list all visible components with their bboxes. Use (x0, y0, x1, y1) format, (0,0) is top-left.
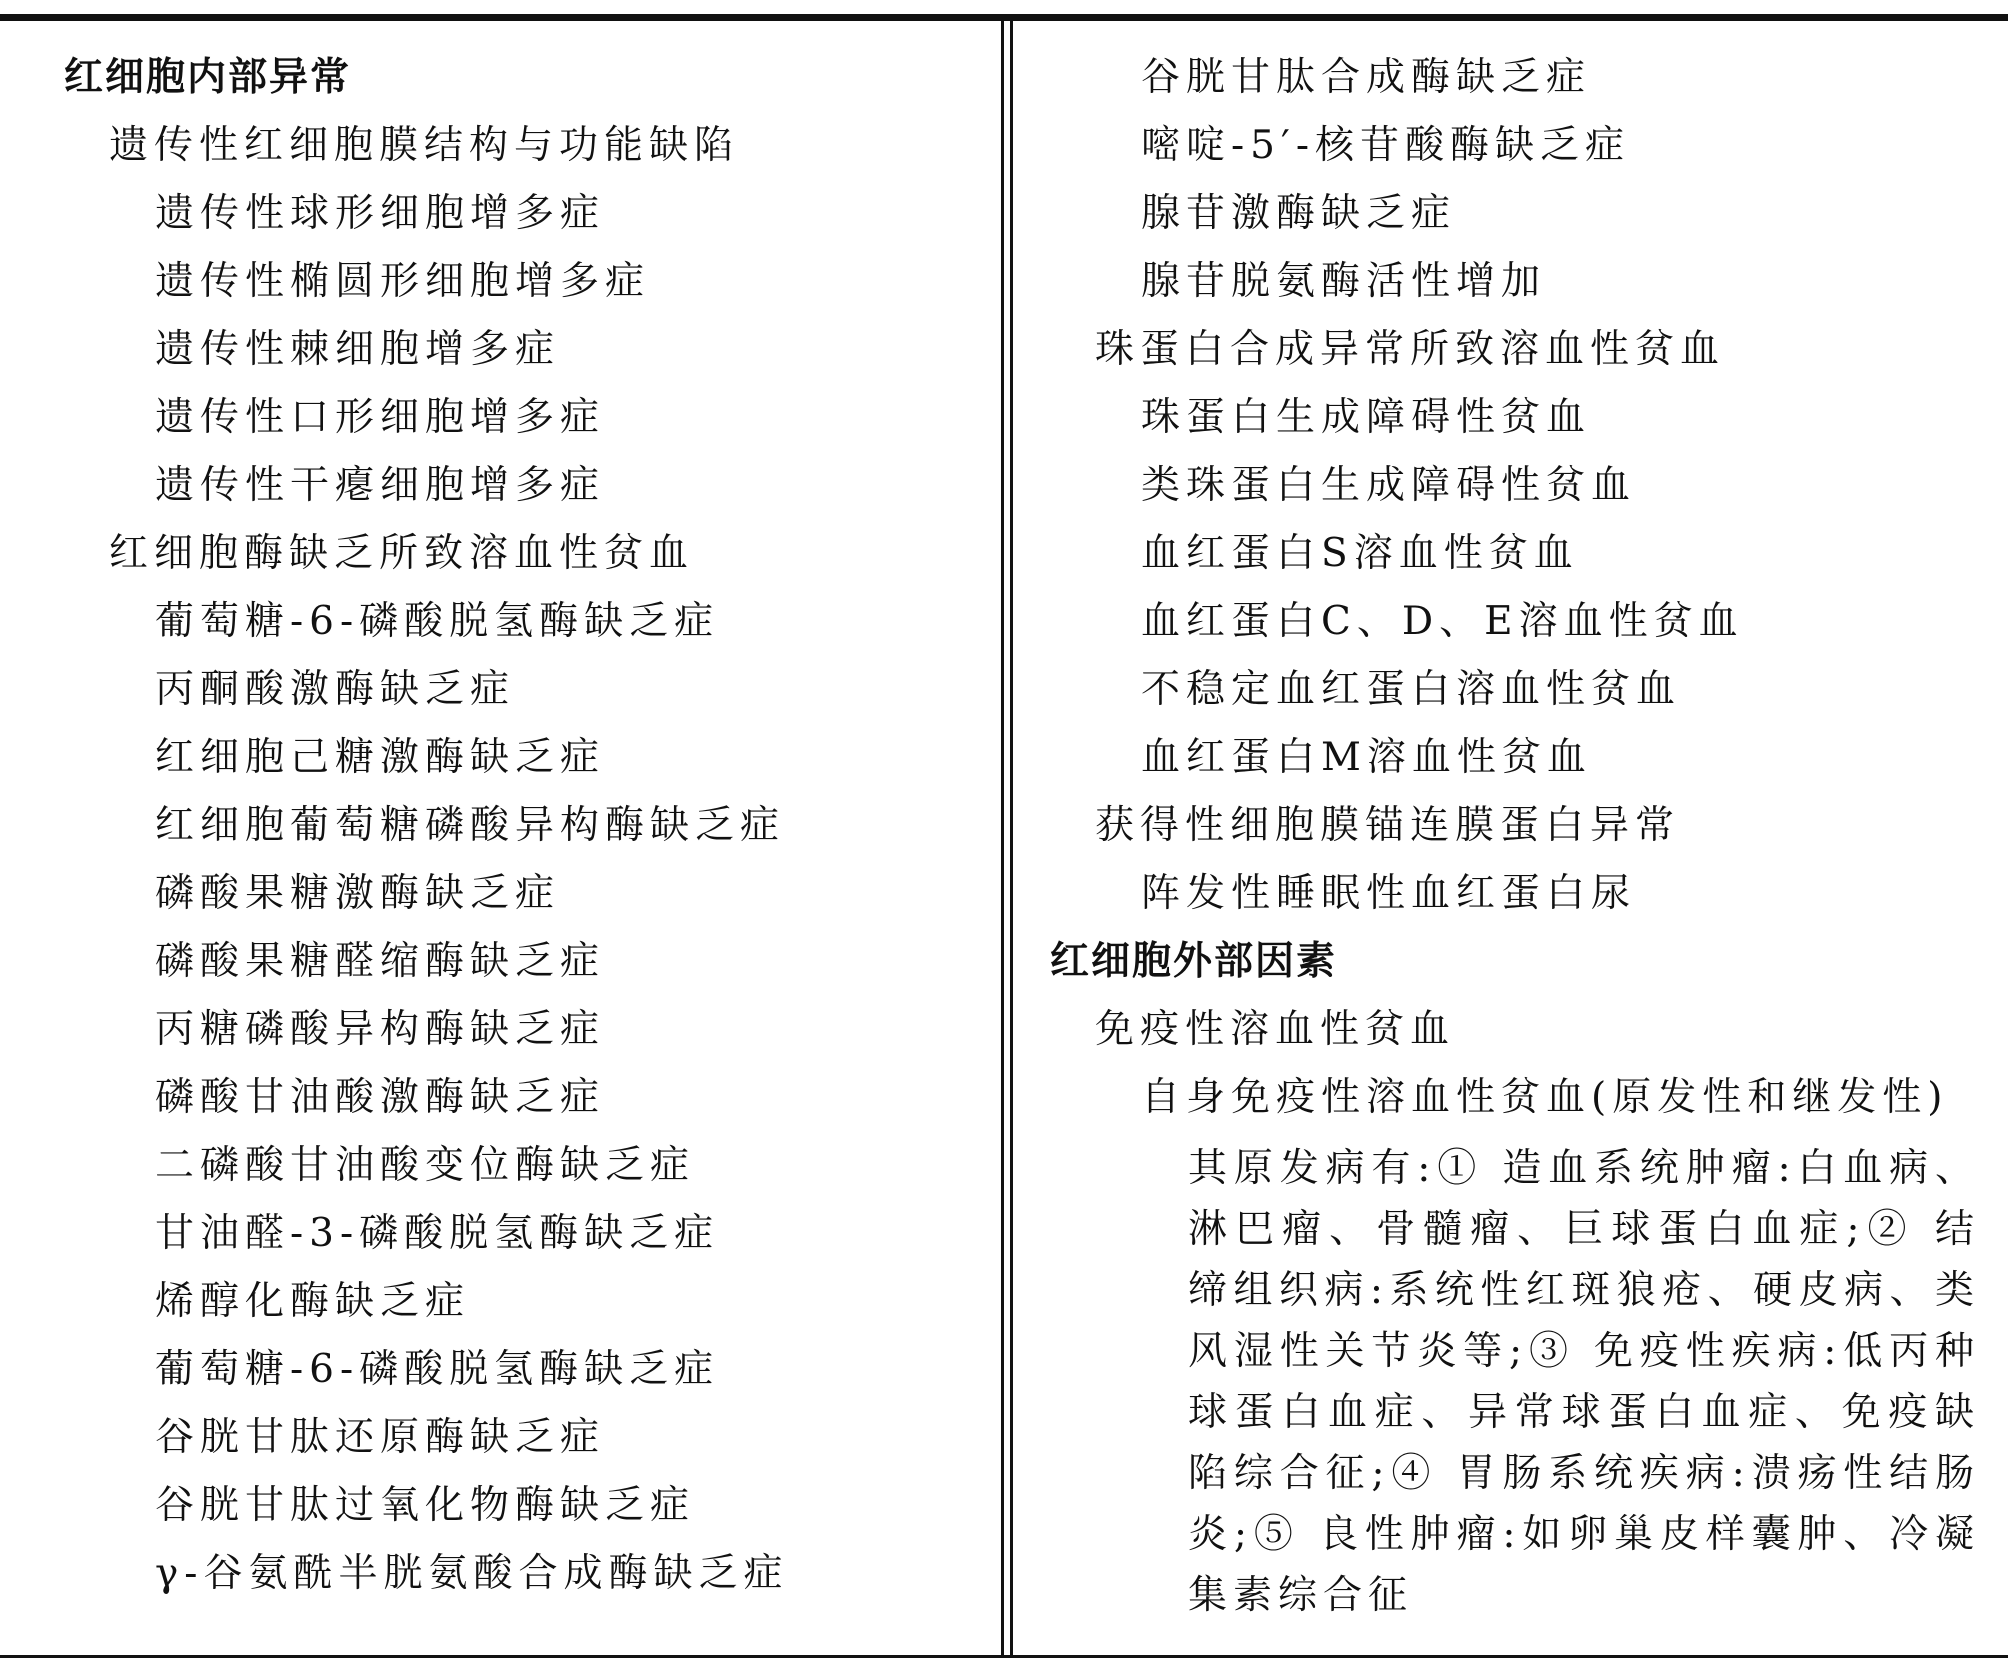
list-item: 珠蛋白生成障碍性贫血 (1141, 395, 1592, 440)
list-item: 遗传性椭圆形细胞增多症 (155, 259, 651, 304)
list-item: 丙糖磷酸异构酶缺乏症 (155, 1007, 606, 1052)
subcategory-heading: 免疫性溶血性贫血 (1095, 1007, 1456, 1052)
list-item: 不稳定血红蛋白溶血性贫血 (1141, 667, 1682, 712)
list-item: γ-谷氨酰半胱氨酸合成酶缺乏症 (155, 1551, 789, 1596)
list-item: 谷胱甘肽过氧化物酶缺乏症 (155, 1483, 696, 1528)
list-item: 腺苷脱氨酶活性增加 (1141, 259, 1547, 304)
list-item: 葡萄糖-6-磷酸脱氢酶缺乏症 (155, 599, 720, 644)
list-item: 嘧啶-5′-核苷酸酶缺乏症 (1141, 123, 1631, 168)
column-divider-left-line (1001, 21, 1004, 1655)
subcategory-heading: 获得性细胞膜锚连膜蛋白异常 (1095, 803, 1681, 848)
list-item: 自身免疫性溶血性贫血(原发性和继发性) (1141, 1075, 1949, 1120)
category-heading: 红细胞外部因素 (1050, 939, 1338, 984)
list-item: 磷酸果糖激酶缺乏症 (155, 871, 561, 916)
subcategory-heading: 红细胞酶缺乏所致溶血性贫血 (109, 531, 695, 576)
list-item: 红细胞葡萄糖磷酸异构酶缺乏症 (155, 803, 786, 848)
list-item: 烯醇化酶缺乏症 (155, 1279, 471, 1324)
list-item: 血红蛋白M溶血性贫血 (1141, 735, 1592, 780)
list-item: 磷酸果糖醛缩酶缺乏症 (155, 939, 606, 984)
right-column (1050, 44, 1990, 1626)
column-divider-right-line (1010, 21, 1013, 1655)
list-item: 遗传性口形细胞增多症 (155, 395, 606, 440)
list-item: 二磷酸甘油酸变位酶缺乏症 (155, 1143, 696, 1188)
list-item: 遗传性干瘪细胞增多症 (155, 463, 606, 508)
list-item: 血红蛋白C、D、E溶血性贫血 (1141, 599, 1744, 644)
list-item: 谷胱甘肽还原酶缺乏症 (155, 1415, 606, 1460)
table-bottom-rule (0, 1655, 2008, 1658)
list-item: 血红蛋白S溶血性贫血 (1141, 531, 1579, 576)
list-item: 谷胱甘肽合成酶缺乏症 (1141, 55, 1592, 100)
list-item: 遗传性球形细胞增多症 (155, 191, 606, 236)
list-item: 甘油醛-3-磷酸脱氢酶缺乏症 (155, 1211, 720, 1256)
subcategory-heading: 珠蛋白合成异常所致溶血性贫血 (1095, 327, 1726, 372)
list-item: 阵发性睡眠性血红蛋白尿 (1141, 871, 1637, 916)
primary-disease-note: 其原发病有:① 造血系统肿瘤:白血病、淋巴瘤、骨髓瘤、巨球蛋白血症;② 结缔组织病:系统性红斑狼疮、硬皮病、类风湿性关节炎等;③ 免疫性疾病:低丙种球蛋白血症、异常球蛋白血症、免疫缺陷综合征;④ 胃肠系统疾病:溃疡性结肠炎;⑤ 良性肿瘤:如卵巢皮样囊肿、冷凝集素综合征 (1188, 1146, 1980, 1618)
list-item: 遗传性棘细胞增多症 (155, 327, 561, 372)
table-top-rule (0, 14, 2008, 21)
list-item: 红细胞己糖激酶缺乏症 (155, 735, 606, 780)
list-item: 磷酸甘油酸激酶缺乏症 (155, 1075, 606, 1120)
category-heading: 红细胞内部异常 (64, 55, 352, 100)
list-item: 丙酮酸激酶缺乏症 (155, 667, 516, 712)
list-item: 类珠蛋白生成障碍性贫血 (1141, 463, 1637, 508)
subcategory-heading: 遗传性红细胞膜结构与功能缺陷 (109, 123, 740, 168)
list-item: 腺苷激酶缺乏症 (1141, 191, 1457, 236)
list-item: 葡萄糖-6-磷酸脱氢酶缺乏症 (155, 1347, 720, 1392)
left-column (64, 44, 984, 1608)
